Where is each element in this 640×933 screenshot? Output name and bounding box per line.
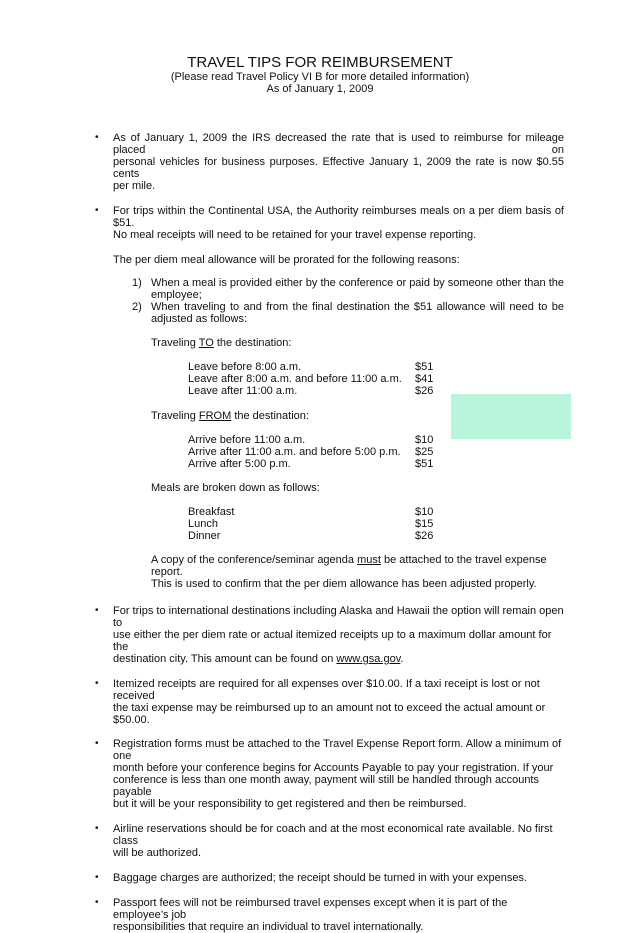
from-heading [151,410,564,422]
table-row [188,506,488,518]
row-amount: $10 [415,506,434,518]
row-amount: $41 [415,373,434,385]
agenda-note [151,554,564,590]
text-line [151,554,564,578]
bullet-per-diem [95,205,564,241]
bullet-icon: • [95,872,99,883]
row-label: Dinner [188,530,221,542]
table-row [188,458,488,470]
text-line: For trips within the Continental USA, the Authority reimburses meals on a per diem basis of $51. [113,205,564,229]
table-row [188,385,488,397]
text-line: Passport fees will not be reimbursed travel expenses except when it is part of the employee’s job [113,897,508,921]
underlined-text: must [357,554,381,566]
row-label: Leave after 11:00 a.m. [188,385,298,397]
bullet-international [95,605,564,665]
bullet-icon: • [95,738,99,749]
row-amount: $51 [415,361,434,373]
row-amount: $10 [415,434,434,446]
text-line: Itemized receipts are required for all expenses over $10.00. If a taxi receipt is lost or not received [113,678,540,702]
text-line: per mile. [113,180,156,192]
text-line [113,653,564,665]
text-line: Airline reservations should be for coach and at the most economical rate available. No first class [113,823,553,847]
bullet-passport [95,897,564,933]
text-line: responsibilities that require an individual to travel internationally. [113,921,424,933]
table-row [188,446,488,458]
text-line: As of January 1, 2009 the IRS decreased the rate that is used to reimburse for mileage placed on [113,132,564,156]
text-line: This is used to confirm that the per diem allowance has been adjusted properly. [151,578,537,590]
bullet-receipts [95,678,564,726]
table-row [188,530,488,542]
text-line: personal vehicles for business purposes. Effective January 1, 2009 the rate is now $0.55 cents [113,156,564,180]
bullet-baggage [95,872,564,884]
bullet-icon: • [95,132,99,143]
to-heading [151,337,564,349]
text-line: employee; [151,289,202,301]
text-line: will be authorized. [113,847,202,859]
row-label: Arrive after 5:00 p.m. [188,458,291,470]
row-amount: $15 [415,518,434,530]
text: Traveling [151,410,199,422]
text-line: For trips to international destinations including Alaska and Hawaii the option will remain open to [113,605,564,629]
effective-date: As of January 1, 2009 [266,83,374,95]
text: the destination: [231,410,309,422]
reason-1 [132,277,564,301]
bullet-mileage [95,132,564,192]
text-line: Baggage charges are authorized; the receipt should be turned in with your expenses. [113,872,527,884]
text: A copy of the conference/seminar agenda [151,554,358,566]
table-row [188,361,488,373]
text-line: use either the per diem rate or actual itemized receipts up to a maximum dollar amount for the [113,629,552,653]
page-subtitle: (Please read Travel Policy VI B for more detailed information) [170,71,470,83]
list-number: 2) [132,301,142,313]
text-line: adjusted as follows: [151,313,247,325]
text-line: No meal receipts will need to be retained for your travel expense reporting. [113,229,477,241]
underlined-text: FROM [198,410,232,422]
prorate-intro: The per diem meal allowance will be prorated for the following reasons: [113,254,460,266]
table-row [188,434,488,446]
row-amount: $51 [415,458,434,470]
bullet-icon: • [95,897,99,908]
text-line: When traveling to and from the final destination the $51 allowance will need to be [151,301,564,313]
row-label: Arrive after 11:00 a.m. and before 5:00 p.m. [188,446,401,458]
row-label: Leave before 8:00 a.m. [188,361,302,373]
bullet-icon: • [95,205,99,216]
row-label: Arrive before 11:00 a.m. [188,434,306,446]
row-amount: $26 [415,530,434,542]
text-line: Registration forms must be attached to the Travel Expense Report form. Allow a minimum of one [113,738,562,762]
table-row [188,518,488,530]
bullet-icon: • [95,823,99,834]
text-line: When a meal is provided either by the conference or paid by someone other than the [151,277,564,289]
bullet-registration [95,738,564,810]
text-line: month before your conference begins for Accounts Payable to pay your registration. If your [113,762,554,774]
row-label: Leave after 8:00 a.m. and before 11:00 a.m. [188,373,402,385]
row-amount: $26 [415,385,434,397]
text: the destination: [213,337,292,349]
page-title: TRAVEL TIPS FOR REIMBURSEMENT [187,54,453,71]
meals-heading: Meals are broken down as follows: [151,482,320,494]
row-label: Lunch [188,518,218,530]
list-number: 1) [132,277,142,289]
text: destination city. This amount can be found on [113,653,337,665]
gsa-link[interactable]: www.gsa.gov [336,653,401,665]
bullet-airline [95,823,564,859]
row-label: Breakfast [188,506,235,518]
text-line: conference is less than one month away, payment will still be handled through accounts payable [113,774,539,798]
reason-2 [132,301,564,325]
text: Traveling [151,337,199,349]
table-row [188,373,488,385]
underlined-text: TO [198,337,214,349]
bullet-icon: • [95,678,99,689]
row-amount: $25 [415,446,434,458]
text-line: but it will be your responsibility to get registered and then be reimbursed. [113,798,467,810]
bullet-icon: • [95,605,99,616]
text: . [400,653,404,665]
text-line: the taxi expense may be reimbursed up to an amount not to exceed the actual amount or $50.00. [113,702,546,726]
text: be attached to the travel expense report. [151,554,547,578]
